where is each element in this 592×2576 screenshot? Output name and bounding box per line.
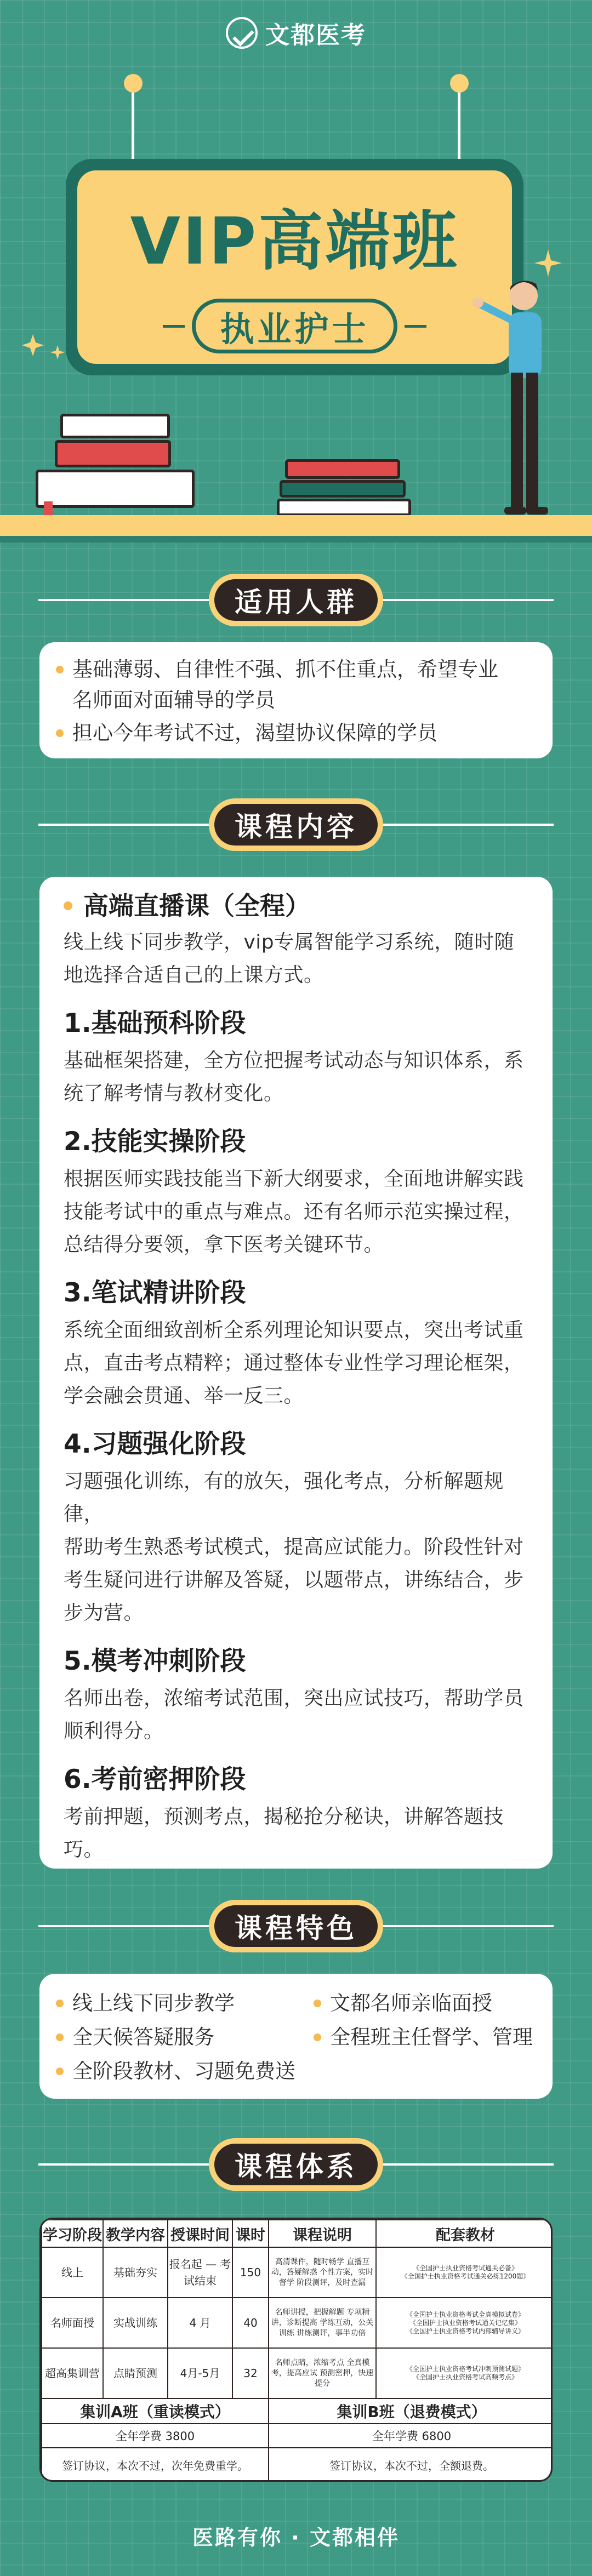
course-table [39,2218,553,2482]
stage-5-desc: 名师出卷，浓缩考试范围，突出应试技巧，帮助学员 顺利得分。 [64,1687,524,1743]
feature-item: 文都名师亲临面授 [314,1988,549,2019]
feature-item: 全程班主任督学、管理 [314,2022,549,2053]
plan-b-fee: 全年学费 6800 [269,2424,553,2448]
bullet-icon [56,2067,64,2075]
book-icon [285,459,400,479]
stage-6-title: 6.考前密押阶段 [64,1764,246,1795]
features-card [39,1974,553,2099]
stage-4-desc: 习题强化训练，有的放矢，强化考点，分析解题规律， 帮助考生熟悉考试模式，提高应试能力。阶段性针对 考生疑问进行讲解及答疑，以题带点，讲练结合，步 步为营。 [64,1470,524,1624]
table-header: 课程说明 [269,2220,376,2247]
live-course-desc: 线上线下同步教学，vip专属智能学习系统，随时随 地选择合适自己的上课方式。 [64,931,515,986]
pin-icon [124,74,143,93]
hero-subtitle: 执业护士 [192,299,397,353]
stage-2-desc: 根据医师实践技能当下新大纲要求，全面地讲解实践 技能考试中的重点与难点。还有名师示范实操过程， 总结得分要领，拿下医考关键环节。 [64,1168,524,1256]
note-row [42,2448,553,2482]
audience-heading: 适用人群 [214,579,378,621]
bullet-icon [56,666,64,673]
hero-title: VIP高端班 [130,203,459,279]
feature-item: 全阶段教材、习题免费送 [56,2056,314,2087]
stage-5-title: 5.模考冲刺阶段 [64,1646,246,1676]
desk-shadow [0,536,592,542]
bullet-icon [64,901,72,910]
stage-1-desc: 基础框架搭建，全方位把握考试动态与知识体系，系 统了解考情与教材变化。 [64,1049,524,1105]
list-item: 名师面对面辅导的学员 [72,688,275,712]
bullet-icon [56,2000,64,2007]
desk-surface [0,515,592,536]
plan-b-note: 签订协议，本次不过，全额退费。 [269,2448,553,2482]
bullet-icon [56,729,64,737]
content-heading: 课程内容 [214,804,378,846]
book-icon [277,499,411,516]
bullet-icon [56,2034,64,2041]
footer-slogan: 医路有你 · 文都相伴 [192,2526,400,2550]
system-heading: 课程体系 [214,2144,378,2185]
table-header-row [42,2220,553,2247]
content-card [39,877,553,1869]
feature-item: 线上线下同步教学 [56,1988,314,2019]
section-heading-features [0,1896,592,1956]
book-icon [280,480,406,498]
list-item: 基础薄弱、自律性不强、抓不住重点，希望专业 [56,654,536,685]
book-icon [36,470,195,508]
stage-2-title: 2.技能实操阶段 [64,1127,246,1157]
sparkle-icon [22,329,71,367]
book-icon [55,440,171,467]
plan-row [42,2398,553,2424]
live-course-title: 高端直播课（全程） [64,889,528,923]
table-header: 授课时间 [168,2220,232,2247]
list-item: 担心今年考试不过，渴望协议保障的学员 [56,718,536,749]
fee-row [42,2424,553,2448]
table-header: 教学内容 [103,2220,168,2247]
logo-check-icon [226,17,258,49]
bullet-icon [314,2000,321,2007]
plan-a-fee: 全年学费 3800 [42,2424,269,2448]
table-row: 名师面授 实战训练 4 月 40 名师讲授，把握解题 专项精讲，诊断提高 学练互动，公关训练 讲练测评，事半功倍 《全国护士执业资格考试全真模拟试卷》 《全国护士执业资格考试通关记忆集》 《全国护士执业资格考试内部辅导讲义》 [42,2298,553,2348]
stage-1-title: 1.基础预科阶段 [64,1008,246,1038]
table-header: 配套教材 [376,2220,553,2247]
brand-logo [0,15,592,50]
teacher-illustration [471,274,570,526]
feature-item: 全天候答疑服务 [56,2022,314,2053]
features-heading: 课程特色 [214,1905,378,1947]
plan-b-name: 集训B班（退费模式） [269,2398,553,2424]
stage-3-title: 3.笔试精讲阶段 [64,1278,246,1308]
table-header: 学习阶段 [42,2220,103,2247]
bullet-icon [314,2034,321,2041]
table-row: 超高集训营 点睛预测 4月-5月 32 名师点睛，浓缩考点 全真模考，提高应试 预测密押，快速提分 《全国护士执业资格考试冲刺预测试题》 《全国护士执业资格考试高频考点》 [42,2348,553,2398]
stage-3-desc: 系统全面细致剖析全系列理论知识要点，突出考试重 点，直击考点精粹；通过整体专业性学习理论框架， 学会融会贯通、举一反三。 [64,1319,524,1407]
book-icon [60,414,170,438]
audience-card [39,642,553,758]
section-heading-system [0,2134,592,2195]
pin-icon [450,74,469,93]
section-heading-content [0,795,592,855]
table-row: 线上 基础夯实 报名起 — 考试结束 150 高清课件，随时畅学 直播互动，答疑解惑 个性方案，实时督学 阶段测评，及时查漏 《全国护士执业资格考试通关必备》 《全国护士执业资格考试通关必练1200题》 [42,2247,553,2298]
table-header: 课时 [232,2220,269,2247]
stage-4-title: 4.习题强化阶段 [64,1429,246,1459]
plan-a-note: 签订协议，本次不过，次年免费重学。 [42,2448,269,2482]
stage-6-desc: 考前押题，预测考点，揭秘抢分秘诀，讲解答题技巧。 [64,1806,504,1861]
brand-name: 文都医考 [265,21,366,49]
plan-a-name: 集训A班（重读模式） [42,2398,269,2424]
section-heading-audience [0,570,592,630]
